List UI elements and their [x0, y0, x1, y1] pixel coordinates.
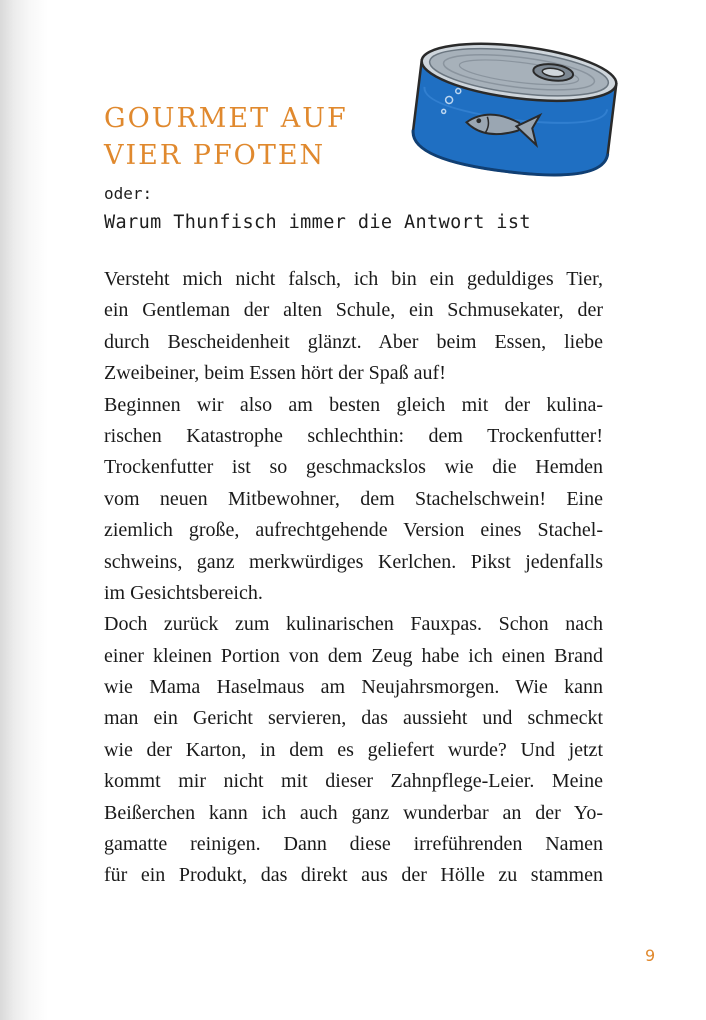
body-line: kommt mir nicht mit dieser Zahnpflege-Leier. Meine — [104, 770, 603, 793]
body-line: Doch zurück zum kulinarischen Fauxpas. Schon nach — [104, 613, 603, 636]
tuna-can-icon — [398, 38, 630, 188]
body-line: gamatte reinigen. Dann diese irreführenden Namen — [104, 833, 603, 856]
body-line: für ein Produkt, das direkt aus der Hölle zu stammen — [104, 864, 603, 887]
body-line: vom neuen Mitbewohner, dem Stachelschwein! Eine — [104, 487, 603, 510]
body-line: Trockenfutter ist so geschmackslos wie die Hemden — [104, 456, 603, 479]
body-text — [104, 264, 603, 892]
body-line: wie Mama Haselmaus am Neujahrsmorgen. Wie kann — [104, 676, 603, 699]
body-line: man ein Gericht servieren, das aussieht und schmeckt — [104, 707, 603, 730]
body-line: ziemlich große, aufrechtgehende Version eines Stachel- — [104, 519, 603, 542]
body-line: wie der Karton, in dem es geliefert wurde? Und jetzt — [104, 738, 603, 761]
body-line: im Gesichtsbereich. — [104, 581, 263, 604]
body-line: Beißerchen kann ich auch ganz wunderbar an der Yo- — [104, 801, 603, 824]
body-line: rischen Katastrophe schlechthin: dem Trockenfutter! — [104, 424, 603, 447]
chapter-title-line-1: GOURMET AUF — [104, 103, 348, 134]
chapter-title — [104, 100, 404, 174]
body-line: Beginnen wir also am besten gleich mit der kulina- — [104, 393, 603, 416]
body-line: durch Bescheidenheit glänzt. Aber beim Essen, liebe — [104, 330, 603, 353]
body-line: Zweibeiner, beim Essen hört der Spaß auf! — [104, 362, 446, 385]
subtitle-oder: oder: — [104, 184, 153, 203]
body-line: einer kleinen Portion von dem Zeug habe ich einen Brand — [104, 644, 603, 667]
subtitle: Warum Thunfisch immer die Antwort ist — [104, 212, 531, 233]
chapter-title-line-2: VIER PFOTEN — [104, 140, 326, 171]
body-line: Versteht mich nicht falsch, ich bin ein geduldiges Tier, — [104, 268, 603, 290]
page-number: 9 — [645, 946, 656, 965]
body-line: ein Gentleman der alten Schule, ein Schmusekater, der — [104, 299, 603, 322]
body-line: schweins, ganz merkwürdiges Kerlchen. Pikst jedenfalls — [104, 550, 603, 573]
